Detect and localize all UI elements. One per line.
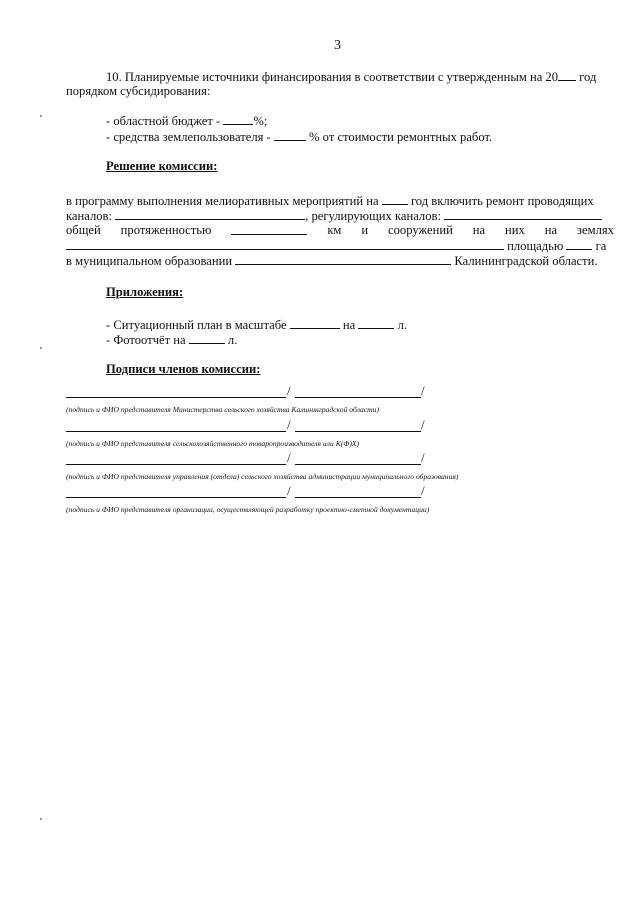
decision-l1b: год включить ремонт проводящих: [410, 194, 594, 208]
plan-mid: на: [342, 318, 356, 332]
w-total: общей: [66, 223, 101, 237]
separator-slash: /: [421, 417, 425, 432]
photo-suffix: л.: [227, 333, 238, 347]
signature-caption: (подпись и ФИО представителя Министерства сельского хозяйства Калининградской области): [66, 405, 379, 414]
decision-l5a: в муниципальном образовании: [66, 254, 233, 268]
signature-caption: (подпись и ФИО представителя организации, осуществляющей разработку проектно-сметной документации): [66, 505, 430, 514]
signature-line: [66, 431, 286, 432]
plan-sheets-blank: [358, 317, 394, 329]
signature-line: [66, 497, 286, 498]
photo-sheets-blank: [189, 332, 225, 344]
separator-slash: /: [421, 450, 425, 465]
municipality-blank: [235, 253, 451, 265]
signatures-heading: Подписи членов комиссии:: [106, 362, 261, 376]
item10-line1: [106, 69, 596, 85]
decision-l4b: га: [595, 239, 607, 253]
scan-mark: [40, 115, 42, 117]
w-length: протяженностью: [120, 223, 212, 237]
decision-l4a: площадью: [507, 239, 564, 253]
decision-line3: [66, 223, 614, 238]
scan-mark: [40, 818, 42, 820]
item10-line2: порядком субсидирования:: [66, 84, 211, 98]
separator-slash: /: [287, 417, 291, 432]
landuser-label: - средства землепользователя -: [106, 130, 271, 144]
regional-suffix: %;: [253, 114, 268, 128]
page-number: 3: [334, 38, 341, 53]
attachments-heading: Приложения:: [106, 285, 184, 299]
separator-slash: /: [287, 383, 291, 398]
decision-year-blank: [382, 193, 408, 205]
funding-landuser: [106, 129, 492, 145]
decision-line1: [66, 193, 594, 209]
regional-label: - областной бюджет -: [106, 114, 221, 128]
signature-line: [66, 464, 286, 465]
decision-heading: Решение комиссии:: [106, 159, 218, 173]
area-blank: [566, 238, 592, 250]
w-on1: на: [472, 223, 486, 237]
w-them: них: [505, 223, 525, 237]
decision-line4: [66, 238, 616, 254]
separator-slash: /: [287, 483, 291, 498]
name-line: [295, 431, 421, 432]
name-line: [295, 497, 421, 498]
scale-blank: [290, 317, 340, 329]
regulating-canals-blank: [444, 208, 602, 220]
separator-slash: /: [421, 383, 425, 398]
decision-l2b: , регулирующих каналов:: [305, 209, 441, 223]
lands-blank: [66, 238, 504, 250]
landuser-suffix: % от стоимости ремонтных работ.: [309, 130, 493, 144]
plan-label: - Ситуационный план в масштабе: [106, 318, 287, 332]
name-line: [295, 464, 421, 465]
name-line: [295, 397, 421, 398]
separator-slash: /: [421, 483, 425, 498]
decision-line2: [66, 208, 616, 224]
funding-regional: [106, 113, 267, 129]
year-blank: [558, 69, 576, 81]
decision-l2a: каналов:: [66, 209, 112, 223]
w-lands: землях: [577, 223, 614, 237]
decision-line5: [66, 253, 598, 269]
attachment-photo: [106, 332, 237, 348]
item10-text: 10. Планируемые источники финансирования в соответствии с утвержденным на 20: [106, 70, 559, 84]
attachment-plan: [106, 317, 407, 333]
w-and: и: [361, 223, 369, 237]
item10-tail: год: [576, 70, 597, 84]
supply-canals-blank: [115, 208, 305, 220]
separator-slash: /: [287, 450, 291, 465]
photo-label: - Фотоотчёт на: [106, 333, 186, 347]
w-km: км: [327, 223, 342, 237]
signature-line: [66, 397, 286, 398]
landuser-blank: [274, 129, 306, 141]
length-blank: [231, 223, 307, 235]
regional-blank: [223, 113, 253, 125]
plan-suffix: л.: [397, 318, 407, 332]
w-on2: на: [544, 223, 558, 237]
decision-l5b: Калининградской области.: [454, 254, 598, 268]
decision-l1a: в программу выполнения мелиоративных мероприятий на: [66, 194, 379, 208]
w-structures: сооружений: [388, 223, 453, 237]
signature-caption: (подпись и ФИО представителя управления (отдела) сельского хозяйства администрации муниципального образования): [66, 472, 459, 481]
scan-mark: [40, 347, 42, 349]
signature-caption: (подпись и ФИО представителя сельскохозяйственного товаропроизводителя или К(Ф)Х): [66, 439, 360, 448]
